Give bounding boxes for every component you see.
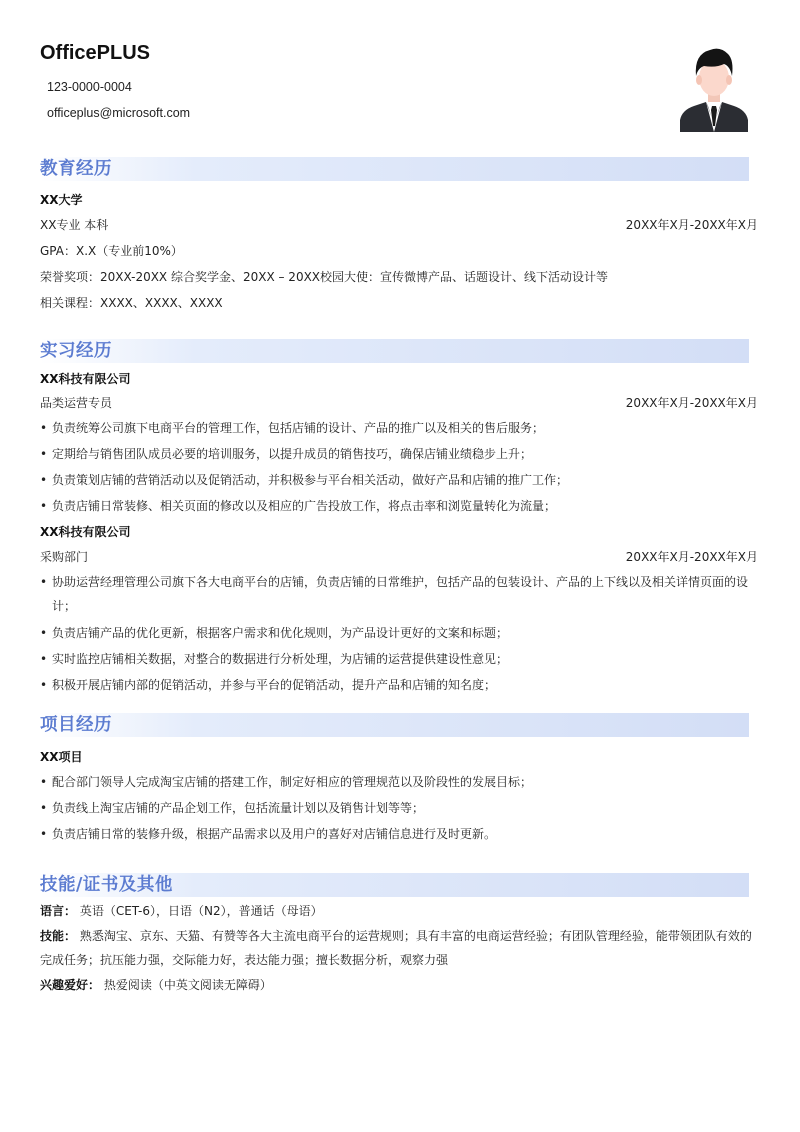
list-item: • 实时监控店铺相关数据，对整合的数据进行分析处理，为店铺的运营提供建设性意见；: [40, 646, 752, 672]
major: XX专业 本科: [40, 218, 109, 232]
internship-section: [40, 339, 760, 698]
list-item: • 协助运营经理管理公司旗下各大电商平台的店铺，负责店铺的日常维护，包括产品的包装设计、产品的上下线以及相关详情页面的设计；: [40, 570, 752, 618]
list-item: • 积极开展店铺内部的促销活动，并参与平台的促销活动，提升产品和店铺的知名度；: [40, 672, 752, 698]
email-address: officeplus@microsoft.com: [47, 106, 191, 120]
role: 品类运营专员: [40, 396, 113, 410]
language-label: 语言：: [40, 904, 77, 918]
resume-header: [40, 36, 760, 136]
hobby-label: 兴趣爱好：: [40, 978, 101, 992]
role-row: [40, 391, 760, 415]
gpa: GPA：X.X（专业前10%）: [40, 244, 183, 258]
list-item: • 负责线上淘宝店铺的产品企划工作，包括流量计划以及销售计划等等；: [40, 795, 752, 821]
job-period: 20XX年X月-20XX年X月: [625, 550, 758, 564]
job-period: 20XX年X月-20XX年X月: [625, 396, 758, 410]
skill-value: 熟悉淘宝、京东、天猫、有赞等各大主流电商平台的运营规则；具有丰富的电商运营经验；有团队管理经验，能带领团队有效的完成任务；抗压能力强，交际能力好，表达能力强；擅长数据分析，观察力强: [40, 929, 752, 967]
company-name: XX科技有限公司: [40, 525, 131, 539]
project-name-row: [40, 745, 760, 769]
project-name: XX项目: [40, 750, 83, 764]
section-title: 实习经历: [40, 341, 112, 361]
school-name: XX大学: [40, 193, 83, 207]
major-row: [40, 212, 760, 238]
candidate-name: OfficePLUS: [40, 42, 151, 64]
hobby-value: 热爱阅读（中英文阅读无障碍）: [103, 978, 272, 992]
education-header: [40, 157, 749, 181]
list-item: • 定期给与销售团队成员必要的培训服务，以提升成员的销售技巧，确保店铺业绩稳步上升；: [40, 441, 752, 467]
list-item: • 负责店铺日常的装修升级，根据产品需求以及用户的喜好对店铺信息进行及时更新。: [40, 821, 752, 847]
honors: 荣誉奖项：20XX-20XX 综合奖学金、20XX – 20XX校园大使：宣传微博产品、话题设计、线下活动设计等: [40, 270, 609, 284]
education-period: 20XX年X月-20XX年X月: [625, 218, 758, 232]
list-item: • 负责统筹公司旗下电商平台的管理工作，包括店铺的设计、产品的推广以及相关的售后服务；: [40, 415, 752, 441]
hobby-row: [40, 972, 760, 998]
company-name: XX科技有限公司: [40, 372, 131, 386]
skills-section: [40, 873, 760, 998]
skill-label: 技能：: [40, 929, 77, 943]
gpa-row: [40, 238, 760, 264]
skills-header: [40, 873, 749, 897]
section-title: 技能/证书及其他: [40, 875, 173, 895]
language-row: [40, 898, 760, 924]
list-item: • 负责策划店铺的营销活动以及促销活动，并积极参与平台相关活动，做好产品和店铺的推广工作；: [40, 467, 752, 493]
role-row: [40, 544, 760, 570]
role: 采购部门: [40, 550, 89, 564]
list-item: • 负责店铺产品的优化更新，根据客户需求和优化规则，为产品设计更好的文案和标题；: [40, 620, 752, 646]
phone-number: 123-0000-0004: [47, 80, 132, 94]
school-row: [40, 188, 760, 212]
section-title: 项目经历: [40, 715, 112, 735]
language-value: 英语（CET-6），日语（N2），普通话（母语）: [79, 904, 323, 918]
honors-row: [40, 264, 760, 290]
company-row: [40, 367, 760, 391]
company-row: [40, 520, 760, 544]
project-section: [40, 713, 760, 847]
internship-header: [40, 339, 749, 363]
list-item: • 负责店铺日常装修、相关页面的修改以及相应的广告投放工作，将点击率和浏览量转化为流量；: [40, 493, 752, 519]
person-avatar-icon: [680, 40, 748, 132]
skill-row: [40, 924, 756, 972]
courses: 相关课程：XXXX、XXXX、XXXX: [40, 296, 223, 310]
list-item: • 配合部门领导人完成淘宝店铺的搭建工作，制定好相应的管理规范以及阶段性的发展目标；: [40, 769, 752, 795]
education-section: [40, 157, 760, 316]
project-header: [40, 713, 749, 737]
section-title: 教育经历: [40, 159, 112, 179]
courses-row: [40, 290, 760, 316]
